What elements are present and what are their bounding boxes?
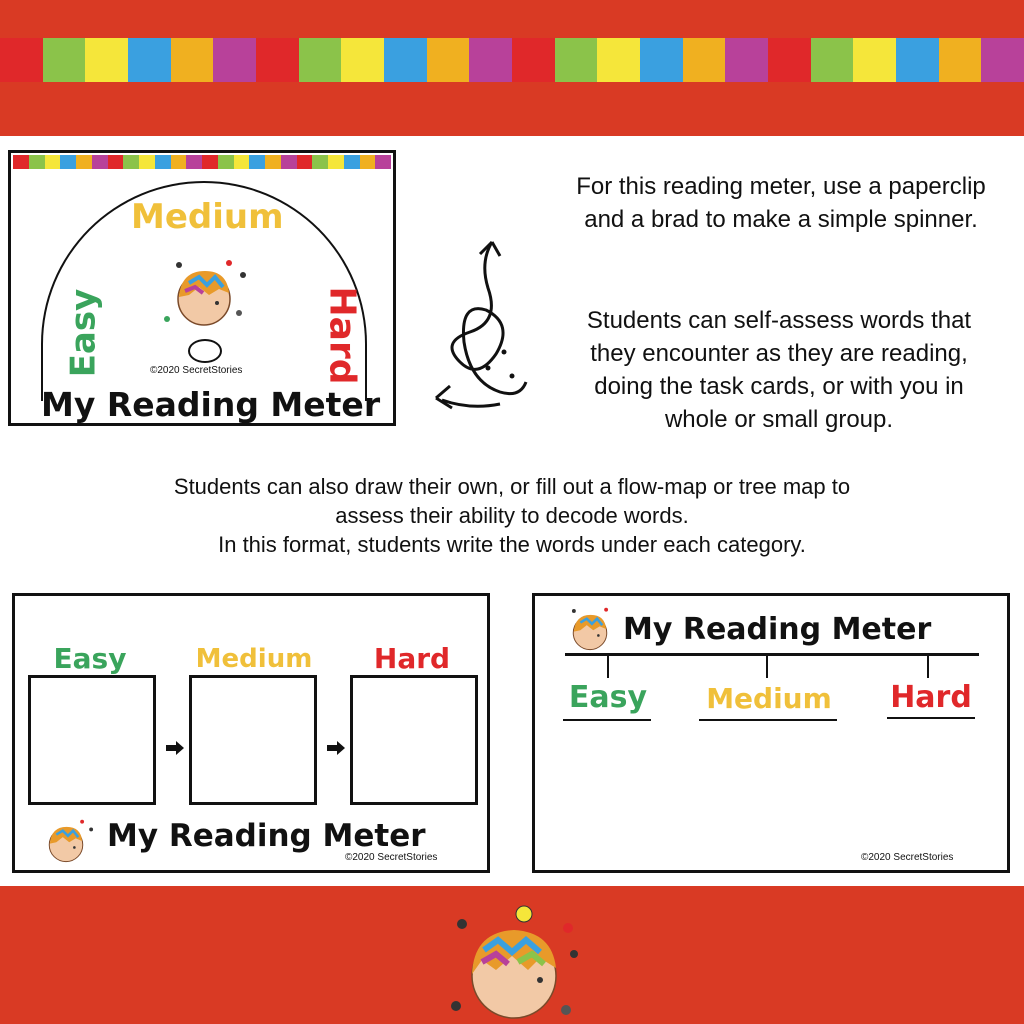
curly-arrow-icon — [430, 232, 550, 422]
description-paragraph-2: Students can self-assess words that they encounter as they are reading, doing the task cards, or with you in whole or small group. — [586, 307, 972, 433]
flow-label-hard: Hard — [373, 642, 451, 675]
strip-segment — [123, 155, 139, 169]
strip-segment — [186, 155, 202, 169]
spinner-label-hard: Hard — [321, 286, 363, 385]
strip-segment — [234, 155, 250, 169]
tree-branch-line — [927, 656, 929, 678]
bottom-banner — [0, 886, 1024, 1024]
strip-segment — [249, 155, 265, 169]
strip-segment — [171, 155, 187, 169]
strip-segment — [281, 155, 297, 169]
boy-head-logo — [159, 253, 249, 333]
tree-write-line — [699, 719, 837, 721]
strip-segment — [92, 155, 108, 169]
description-line: assess their ability to decode words. — [335, 503, 689, 528]
tree-trunk-line — [565, 653, 979, 656]
strip-segment — [640, 38, 683, 82]
strip-segment — [139, 155, 155, 169]
strip-segment — [43, 38, 86, 82]
strip-segment — [939, 38, 982, 82]
strip-segment — [155, 155, 171, 169]
strip-segment — [768, 38, 811, 82]
top-banner — [0, 0, 1024, 136]
card-title: My Reading Meter — [623, 612, 932, 647]
description-line: In this format, students write the words under each category. — [218, 532, 806, 557]
tree-write-line — [887, 717, 975, 719]
strip-segment — [896, 38, 939, 82]
color-strip — [0, 38, 1024, 82]
tree-write-line — [563, 719, 651, 721]
flow-box-hard — [350, 675, 478, 805]
strip-segment — [265, 155, 281, 169]
strip-segment — [60, 155, 76, 169]
strip-segment — [853, 38, 896, 82]
strip-segment — [213, 38, 256, 82]
boy-head-logo — [442, 894, 592, 1022]
right-arrow-icon — [166, 741, 184, 755]
boy-head-logo — [561, 602, 619, 656]
description-paragraph-3 — [60, 472, 964, 559]
right-arrow-icon — [327, 741, 345, 755]
strip-segment — [171, 38, 214, 82]
strip-segment — [512, 38, 555, 82]
copyright: ©2020 SecretStories — [150, 365, 243, 376]
copyright: ©2020 SecretStories — [861, 852, 954, 863]
strip-segment — [108, 155, 124, 169]
tree-map-card — [532, 593, 1010, 873]
strip-segment — [202, 155, 218, 169]
description-line: Students can also draw their own, or fill out a flow-map or tree map to — [173, 474, 851, 499]
strip-segment — [299, 38, 342, 82]
strip-segment — [0, 38, 43, 82]
strip-segment — [218, 155, 234, 169]
tree-branch-line — [607, 656, 609, 678]
strip-segment — [344, 155, 360, 169]
strip-segment — [555, 38, 598, 82]
strip-segment — [360, 155, 376, 169]
card-title: My Reading Meter — [107, 818, 426, 854]
strip-segment — [256, 38, 299, 82]
flow-label-medium: Medium — [195, 644, 313, 674]
card-title: My Reading Meter — [41, 385, 381, 424]
spinner-label-easy: Easy — [63, 288, 104, 378]
flow-map-card — [12, 593, 490, 873]
spinner-label-medium: Medium — [131, 197, 284, 237]
strip-segment — [981, 38, 1024, 82]
strip-segment — [683, 38, 726, 82]
spinner-card — [8, 150, 396, 426]
strip-segment — [341, 38, 384, 82]
tree-branch-line — [766, 656, 768, 678]
flow-box-medium — [189, 675, 317, 805]
strip-segment — [328, 155, 344, 169]
strip-segment — [375, 155, 391, 169]
flow-box-easy — [28, 675, 156, 805]
strip-segment — [45, 155, 61, 169]
strip-segment — [725, 38, 768, 82]
strip-segment — [85, 38, 128, 82]
description-paragraph-1: For this reading meter, use a paperclip and a brad to make a simple spinner. — [576, 173, 986, 233]
strip-segment — [384, 38, 427, 82]
tree-label-hard: Hard — [890, 680, 972, 715]
strip-segment — [29, 155, 45, 169]
strip-segment — [597, 38, 640, 82]
mini-color-strip — [13, 155, 391, 169]
strip-segment — [469, 38, 512, 82]
tree-label-easy: Easy — [568, 680, 648, 715]
strip-segment — [297, 155, 313, 169]
tree-label-medium: Medium — [706, 682, 832, 715]
strip-segment — [427, 38, 470, 82]
strip-segment — [811, 38, 854, 82]
strip-segment — [76, 155, 92, 169]
flow-label-easy: Easy — [53, 642, 127, 675]
brad-hole — [188, 339, 222, 363]
strip-segment — [128, 38, 171, 82]
boy-head-logo — [37, 814, 95, 868]
copyright: ©2020 SecretStories — [345, 852, 438, 863]
strip-segment — [13, 155, 29, 169]
strip-segment — [312, 155, 328, 169]
